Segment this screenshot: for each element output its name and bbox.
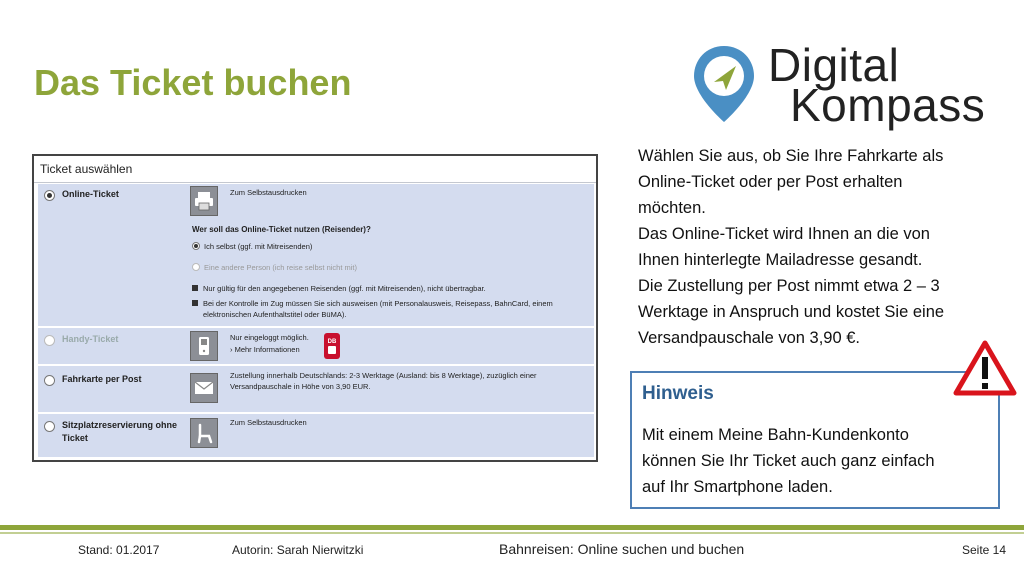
footer-topic: Bahnreisen: Online suchen und buchen: [499, 541, 745, 557]
option-info: Nur eingeloggt möglich.: [230, 333, 309, 342]
text-line: Online-Ticket oder per Post erhalten: [638, 173, 903, 191]
hint-box: [630, 371, 1000, 509]
option-label: Handy-Ticket: [62, 334, 119, 344]
hint-title: Hinweis: [642, 383, 714, 404]
footer-divider-light: [0, 532, 1024, 534]
logo-text-kompass: Kompass: [790, 79, 986, 131]
panel-header: Ticket auswählen: [34, 156, 596, 183]
db-mobile-badge: DB: [324, 333, 340, 359]
phone-icon: [190, 331, 218, 361]
option-label: Online-Ticket: [62, 189, 119, 199]
option-handy-ticket: [38, 328, 594, 364]
option-fahrkarte-per-post[interactable]: [38, 366, 594, 412]
note-identification-cont: elektronischen Aufenthaltstitel oder BüMA).: [203, 310, 347, 319]
text-line: Versandpauschale von 3,90 €.: [638, 329, 861, 347]
choice-self[interactable]: Ich selbst (ggf. mit Mitreisenden): [192, 241, 312, 252]
option-info-cont: Versandpauschale in Höhe von 3,90 EUR.: [230, 382, 371, 391]
note-valid-only: Nur gültig für den angegebenen Reisenden (ggf. mit Mitreisenden), nicht übertragbar.: [192, 283, 486, 294]
radio-seat-reservation[interactable]: [44, 421, 55, 432]
printer-icon: [190, 186, 218, 216]
warning-icon: [953, 339, 1017, 397]
text-line: Die Zustellung per Post nimmt etwa 2 – 3: [638, 277, 940, 295]
traveler-question: Wer soll das Online-Ticket nutzen (Reisender)?: [192, 225, 371, 234]
choice-other-person[interactable]: Eine andere Person (ich reise selbst nicht mit): [192, 262, 357, 273]
hint-body: Mit einem Meine Bahn-Kundenkonto können Sie Ihr Ticket auch ganz einfach auf Ihr Smartphone laden.: [642, 426, 935, 496]
footer-date: Stand: 01.2017: [78, 543, 160, 557]
radio-post[interactable]: [44, 375, 55, 386]
radio-self[interactable]: [192, 242, 200, 250]
radio-other[interactable]: [192, 263, 200, 271]
option-label-cont: Ticket: [62, 433, 88, 443]
explanation-text: [638, 143, 978, 351]
footer-divider: [0, 525, 1024, 530]
radio-handy-ticket[interactable]: [44, 335, 55, 346]
option-info: Zustellung innerhalb Deutschlands: 2-3 Werktage (Ausland: bis 8 Werktage), zuzüglich einer: [230, 371, 537, 380]
footer-page: Seite 14: [962, 543, 1007, 557]
seat-icon: [190, 418, 218, 448]
text-line: Werktage in Anspruch und kostet Sie eine: [638, 303, 945, 321]
option-online-ticket[interactable]: [38, 184, 594, 326]
option-label: Fahrkarte per Post: [62, 374, 142, 384]
slide-title: Das Ticket buchen: [34, 62, 352, 103]
digital-kompass-logo: [690, 38, 990, 130]
note-identification: Bei der Kontrolle im Zug müssen Sie sich ausweisen (mit Personalausweis, Reisepass, BahnCard, einem: [192, 298, 553, 309]
logo-text-digital: Digital: [768, 39, 900, 91]
envelope-icon: [190, 373, 218, 403]
option-info: Zum Selbstausdrucken: [230, 418, 307, 427]
text-line: Wählen Sie aus, ob Sie Ihre Fahrkarte als: [638, 147, 944, 165]
text-line: Das Online-Ticket wird Ihnen an die von: [638, 225, 930, 243]
location-pin-icon: [692, 44, 756, 124]
option-info: Zum Selbstausdrucken: [230, 188, 307, 197]
text-line: möchten.: [638, 199, 706, 217]
footer-author: Autorin: Sarah Nierwitzki: [232, 543, 364, 557]
option-seat-reservation[interactable]: [38, 414, 594, 457]
radio-online-ticket[interactable]: [44, 190, 55, 201]
ticket-selection-panel: [32, 154, 598, 462]
more-info-link[interactable]: › Mehr Informationen: [230, 345, 300, 354]
text-line: Ihnen hinterlegte Mailadresse gesandt.: [638, 251, 923, 269]
option-label: Sitzplatzreservierung ohne: [62, 420, 178, 430]
